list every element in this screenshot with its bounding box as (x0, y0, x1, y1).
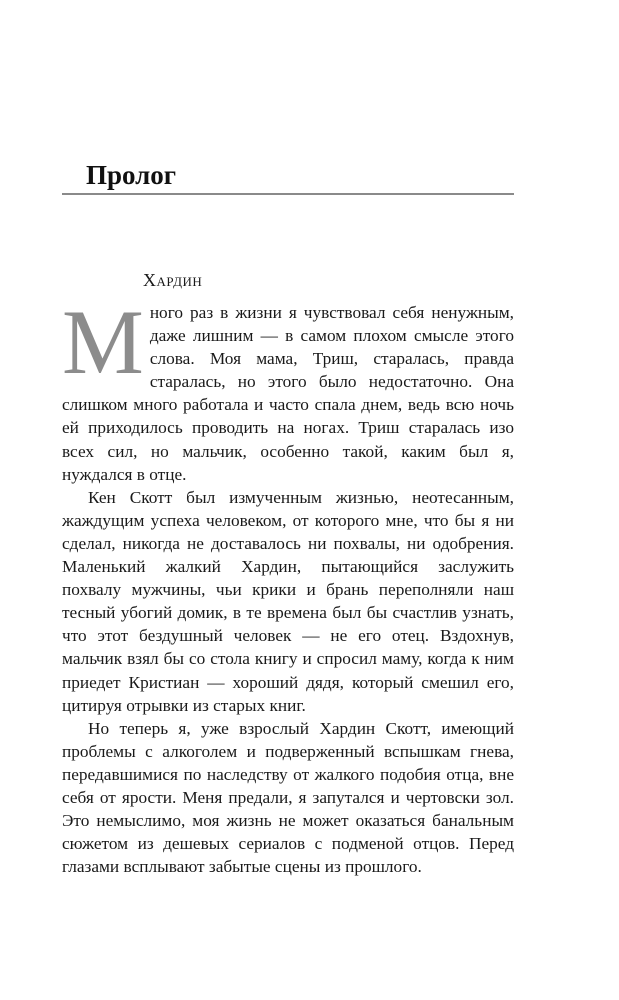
paragraph-1 (62, 291, 514, 486)
body-text (62, 291, 514, 878)
paragraph-2: Кен Скотт был измученным жизнью, неотесанным, жаждущим успеха человеком, от которого мне, что бы я ни сделал, никогда не доставалось ни похвалы, ни одобрения. Маленький жалкий Хардин, пытающийся заслужить похвалу мужчины, чьи крики и брань переполняли наш тесный убогий домик, в те времена был бы счастлив узнать, что этот бездушный человек — не его отец. Вздохнув, мальчик взял бы со стола книгу и спросил маму, когда к ним приедет Кристиан — хороший дядя, который смешил его, цитируя отрывки из старых книг. (62, 487, 514, 715)
paragraph-1-text: ного раз в жизни я чувствовал себя ненужным, даже лишним — в самом плохом смысле этого слова. Моя мама, Триш, старалась, правда старалась, но этого было недостаточно. Она слишком много работала и часто спала днем, ведь всю ночь ей приходилось проводить на ногах. Триш старалась изо всех сил, но мальчик, особенно такой, каким был я, нуждался в отце. (62, 303, 514, 484)
title-divider (62, 193, 514, 195)
chapter-title: Пролог (86, 160, 177, 190)
drop-cap: М (62, 291, 144, 393)
section-heading: Хардин (143, 270, 203, 290)
paragraph-3: Но теперь я, уже взрослый Хардин Скотт, имеющий проблемы с алкоголем и подверженный вспышкам гнева, передавшимися по наследству от жалкого подобия отца, вне себя от ярости. Меня предали, я запутался и чертовски зол. Это немыслимо, моя жизнь не может оказаться банальным сюжетом из дешевых сериалов с подменой отцов. Перед глазами всплывают забытые сцены из прошлого. (62, 718, 514, 877)
